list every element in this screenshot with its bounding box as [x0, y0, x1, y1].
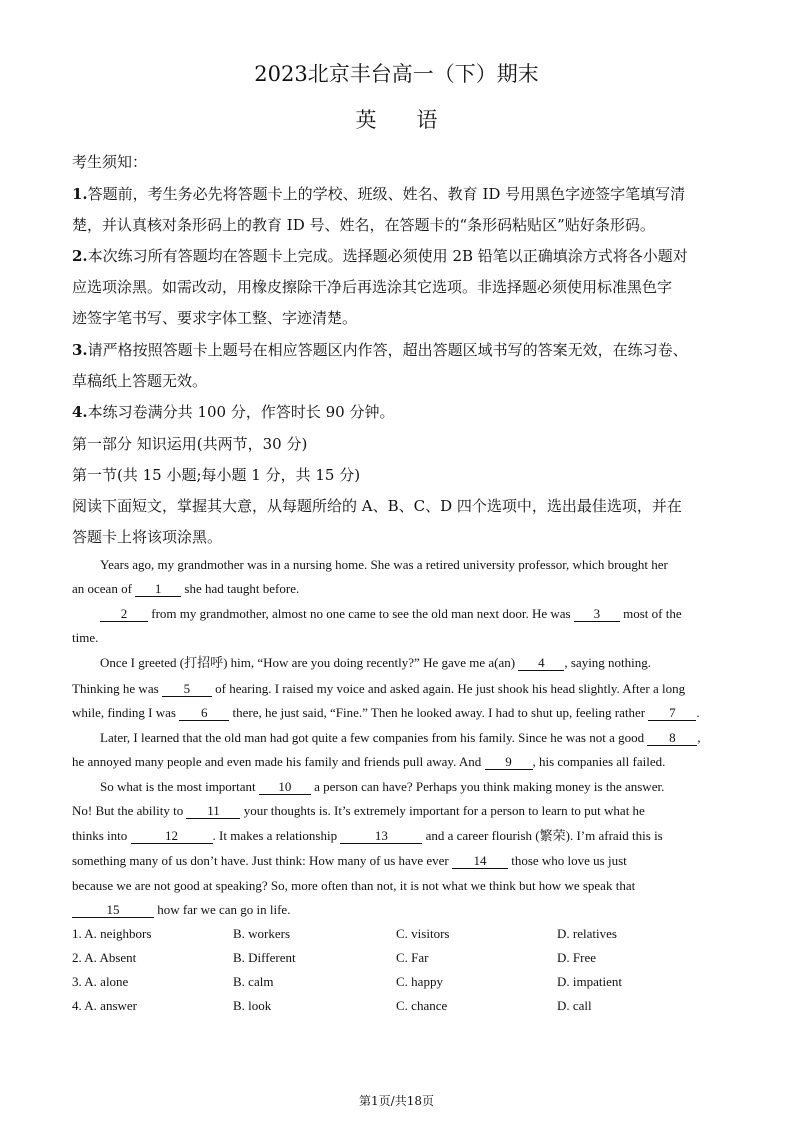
subject-title: 英语 [355, 108, 478, 132]
passage-line [100, 605, 724, 623]
passage-text: most of the [619, 606, 682, 621]
passage-line: Years ago, my grandmother was in a nursing home. She was a retired university professor, which brought her [100, 557, 668, 572]
blank-4: 4 [518, 656, 564, 671]
notice-item-number: 1. [72, 185, 88, 203]
blank-10: 10 [259, 780, 311, 795]
passage-text: thinks into [72, 828, 131, 843]
passage-text: from my grandmother, almost no one came to see the old man next door. He was [148, 606, 574, 621]
notice-item-2-line-1 [72, 246, 732, 266]
question-3-option-b: B. calm [233, 974, 274, 989]
passage-text: Once I greeted (打招呼) him, “How are you doing recently?” He gave me a(an) [100, 655, 519, 670]
passage-text: how far we can go in life. [154, 902, 291, 917]
question-2-option-a: 2. A. Absent [72, 950, 137, 965]
passage-text: while, finding I was [72, 705, 180, 720]
blank-8: 8 [647, 731, 697, 746]
passage-text: a person can have? Perhaps you think making money is the answer. [310, 779, 665, 794]
notice-item-3-line-2: 草稿纸上答题无效。 [72, 372, 208, 390]
blank-12: 12 [131, 829, 213, 844]
passage-text: there, he just said, “Fine.” Then he looked away. I had to shut up, feeling rather [229, 705, 649, 720]
question-4-option-c: C. chance [396, 998, 448, 1013]
question-4-option-d: D. call [557, 998, 592, 1013]
notice-item-4-line-1 [72, 402, 732, 422]
question-1-option-a: 1. A. neighbors [72, 926, 152, 941]
question-2-option-d: D. Free [557, 950, 596, 965]
passage-text: Thinking he was [72, 681, 162, 696]
blank-13: 13 [340, 829, 422, 844]
passage-text: , saying nothing. [564, 655, 652, 670]
blank-5: 5 [162, 682, 212, 697]
question-3-option-c: C. happy [396, 974, 443, 989]
blank-11: 11 [186, 804, 240, 819]
passage-text: , his companies all failed. [532, 754, 666, 769]
blank-15: 15 [72, 903, 154, 918]
notice-item-number: 3. [72, 341, 88, 359]
notice-item-1-line-2: 楚，并认真核对条形码上的教育 ID 号、姓名，在答题卡的“条形码粘贴区”贴好条形码。 [72, 216, 655, 234]
notice-item-number: 2. [72, 247, 88, 265]
passage-line [72, 753, 724, 771]
passage-text: Later, I learned that the old man had got quite a few companies from his family. Since he was not a good [100, 730, 648, 745]
passage-line [72, 852, 724, 870]
passage-text: So what is the most important [100, 779, 259, 794]
blank-9: 9 [485, 755, 533, 770]
question-1-option-c: C. visitors [396, 926, 450, 941]
question-2-option-b: B. Different [233, 950, 296, 965]
section-sub-heading: 第一节(共 15 小题;每小题 1 分，共 15 分) [72, 466, 361, 484]
question-1-option-d: D. relatives [557, 926, 617, 941]
blank-14: 14 [452, 854, 508, 869]
passage-text: an ocean of [72, 581, 136, 596]
section-instruction-line-2: 答题卡上将该项涂黑。 [72, 528, 223, 546]
passage-line [100, 729, 724, 747]
passage-line [72, 580, 724, 598]
passage-line: because we are not good at speaking? So, more often than not, it is not what we think but how we speak that [72, 878, 636, 893]
notice-item-text: 请严格按照答题卡上题号在相应答题区内作答，超出答题区域书写的答案无效，在练习卷、 [87, 341, 688, 359]
blank-6: 6 [179, 706, 229, 721]
passage-text: he annoyed many people and even made his family and friends pull away. And [72, 754, 485, 769]
blank-7: 7 [648, 706, 696, 721]
passage-text: those who love us just [507, 853, 627, 868]
notice-item-text: 本练习卷满分共 100 分，作答时长 90 分钟。 [87, 403, 395, 421]
passage-line [72, 802, 724, 820]
passage-line [72, 680, 724, 698]
question-3-option-a: 3. A. alone [72, 974, 129, 989]
passage-line [100, 778, 724, 796]
passage-line [72, 901, 724, 919]
passage-line [72, 827, 724, 845]
passage-line: time. [72, 630, 99, 645]
notice-item-2-line-2: 应选项涂黑。如需改动，用橡皮擦除干净后再选涂其它选项。非选择题必须使用标准黑色字 [72, 278, 673, 296]
section-instruction-line-1: 阅读下面短文，掌握其大意，从每题所给的 A、B、C、D 四个选项中，选出最佳选项，并在 [72, 497, 682, 515]
notice-item-number: 4. [72, 403, 88, 421]
notice-heading: 考生须知： [72, 153, 148, 171]
blank-1: 1 [135, 582, 181, 597]
section-part-heading: 第一部分 知识运用(共两节，30 分) [72, 435, 308, 453]
passage-text: and a career flourish (繁荣). I’m afraid this is [422, 828, 663, 843]
passage-text: of hearing. I raised my voice and asked again. He just shook his head slightly. After a long [211, 681, 686, 696]
notice-item-3-line-1 [72, 340, 732, 360]
question-4-option-b: B. look [233, 998, 272, 1013]
question-1-option-b: B. workers [233, 926, 291, 941]
notice-item-1-line-1 [72, 184, 732, 204]
notice-item-text: 答题前，考生务必先将答题卡上的学校、班级、姓名、教育 ID 号用黑色字迹签字笔填写清 [87, 185, 686, 203]
passage-text: . [696, 705, 700, 720]
page-number: 第1页/共18页 [359, 1094, 434, 1108]
passage-text: , [697, 730, 701, 745]
question-2-option-c: C. Far [396, 950, 429, 965]
question-3-option-d: D. impatient [557, 974, 622, 989]
blank-3: 3 [574, 607, 620, 622]
passage-line [100, 654, 724, 672]
passage-line [72, 704, 724, 722]
passage-text: No! But the ability to [72, 803, 187, 818]
page-title: 2023北京丰台高一（下）期末 [254, 62, 539, 86]
passage-text: something many of us don’t have. Just think: How many of us have ever [72, 853, 452, 868]
notice-item-text: 本次练习所有答题均在答题卡上完成。选择题必须使用 2B 铅笔以正确填涂方式将各小题对 [87, 247, 688, 265]
passage-text: . It makes a relationship [212, 828, 341, 843]
passage-text: she had taught before. [181, 581, 300, 596]
notice-item-2-line-3: 迹签字笔书写、要求字体工整、字迹清楚。 [72, 309, 358, 327]
blank-2: 2 [100, 607, 148, 622]
question-4-option-a: 4. A. answer [72, 998, 137, 1013]
passage-text: your thoughts is. It’s extremely important for a person to learn to put what he [240, 803, 645, 818]
